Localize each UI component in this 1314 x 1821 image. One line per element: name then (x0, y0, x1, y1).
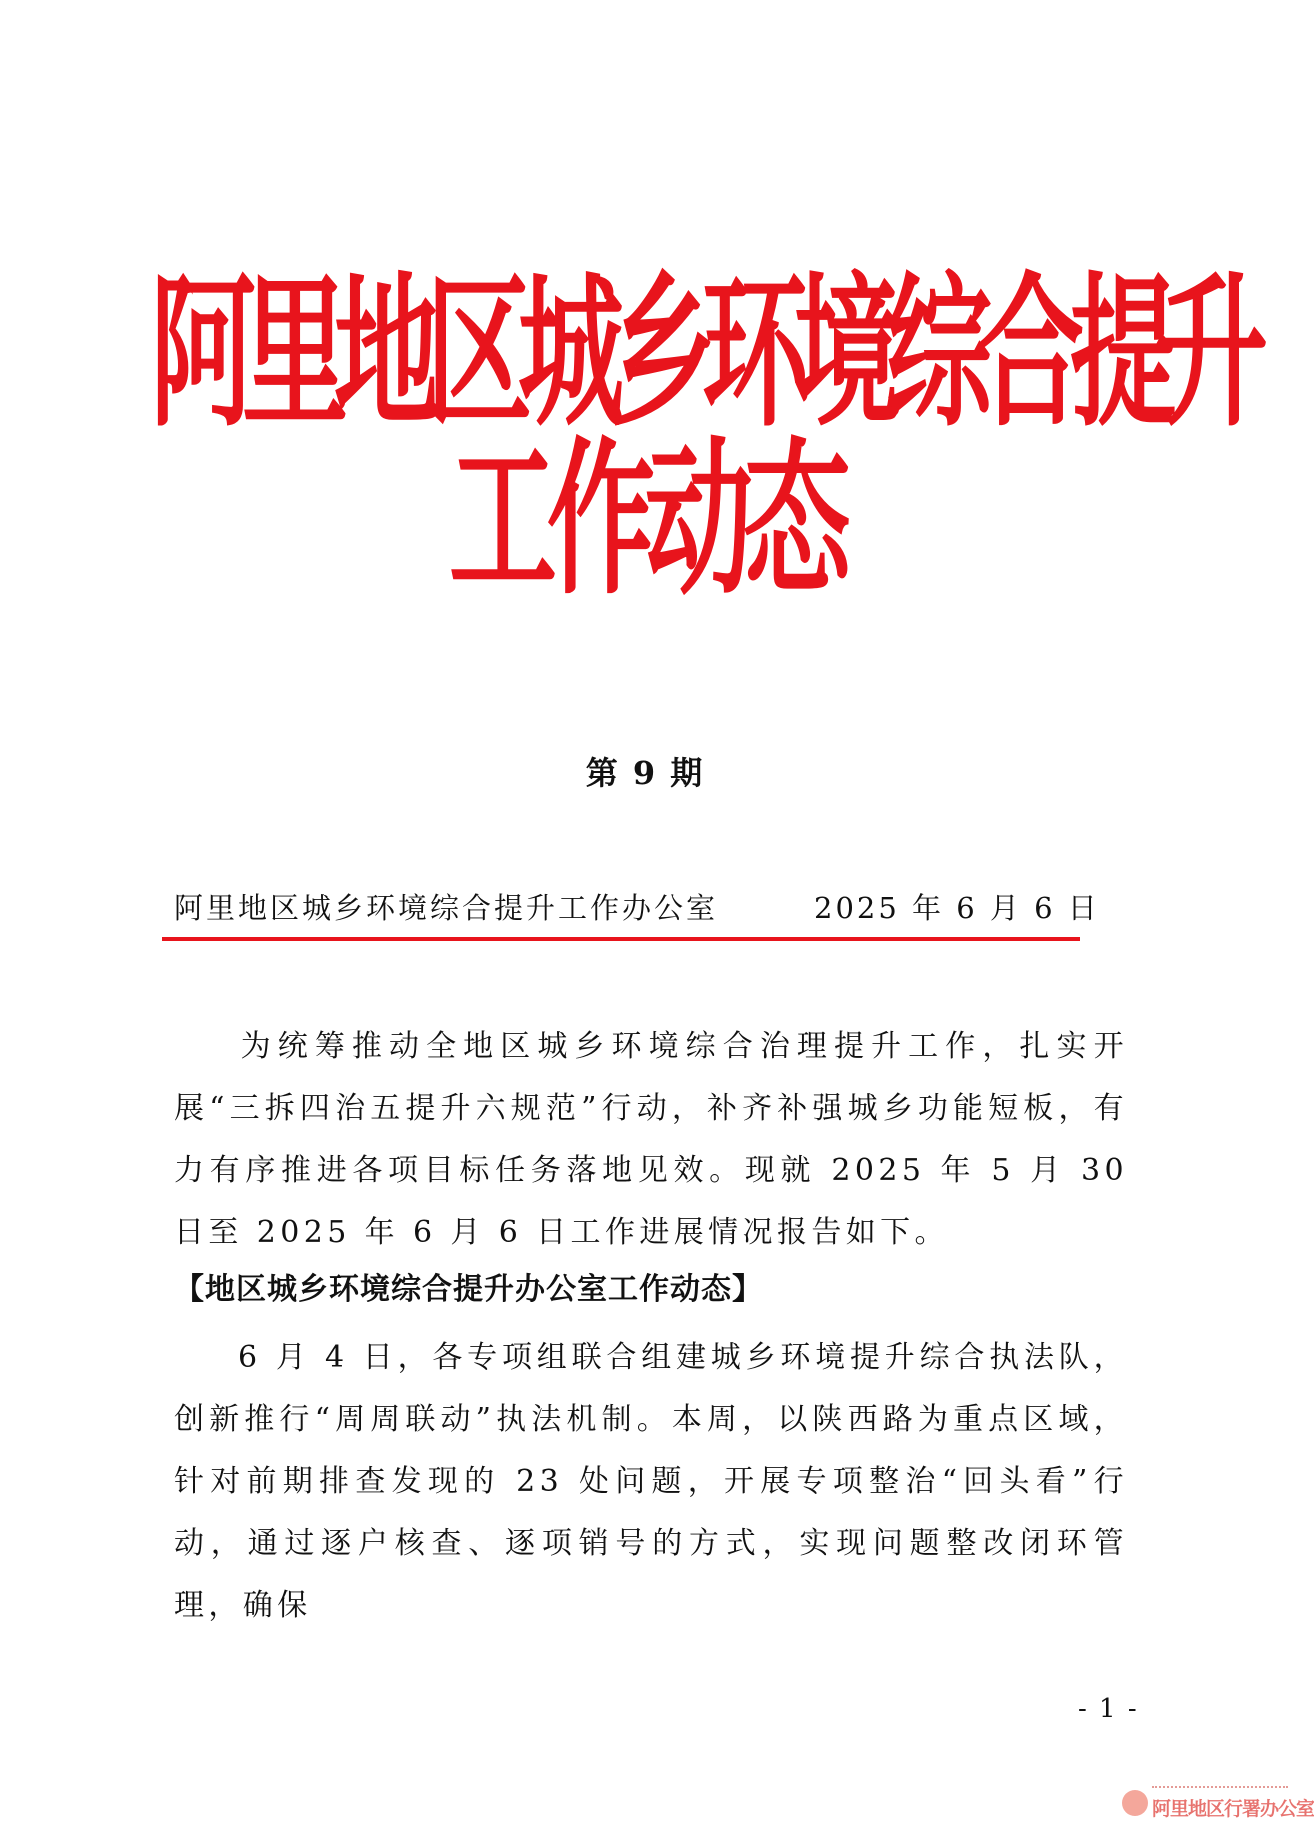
tibetan-script-line (1152, 1786, 1288, 1794)
red-divider-rule (162, 937, 1080, 941)
section-paragraph (174, 1327, 1128, 1637)
section-paragraph-text: 6 月 4 日，各专项组联合组建城乡环境提升综合执法队，创新推行“周周联动”执法机制。本周，以陕西路为重点区域，针对前期排查发现的 23 处问题，开展专项整治“回头看”行动，通过逐户核查、逐项销号的方式，实现问题整改闭环管理，确保 (174, 1340, 1128, 1623)
issue-number: 第 9 期 (585, 754, 705, 792)
emblem-icon (1122, 1790, 1148, 1816)
section-heading: 【地区城乡环境综合提升办公室工作动态】 (174, 1272, 763, 1307)
document-title-line-2: 工作动态 (448, 424, 841, 618)
document-title-line-1: 阿里地区城乡环境综合提升 (150, 258, 1254, 449)
issuer-row (174, 886, 1100, 927)
office-watermark-stamp (1118, 1784, 1314, 1820)
issuing-office: 阿里地区城乡环境综合提升工作办公室 (174, 891, 719, 925)
issue-date: 2025 年 6 月 6 日 (814, 891, 1100, 925)
intro-paragraph (174, 1016, 1128, 1264)
watermark-label: 阿里地区行署办公室 (1152, 1798, 1314, 1820)
intro-text: 为统筹推动全地区城乡环境综合治理提升工作，扎实开展“三拆四治五提升六规范”行动，补齐补强城乡功能短板，有力有序推进各项目标任务落地见效。现就 2025 年 5 月 30 日至 2025 年 6 月 6 日工作进展情况报告如下。 (174, 1029, 1128, 1250)
page-number: - 1 - (1078, 1694, 1139, 1724)
